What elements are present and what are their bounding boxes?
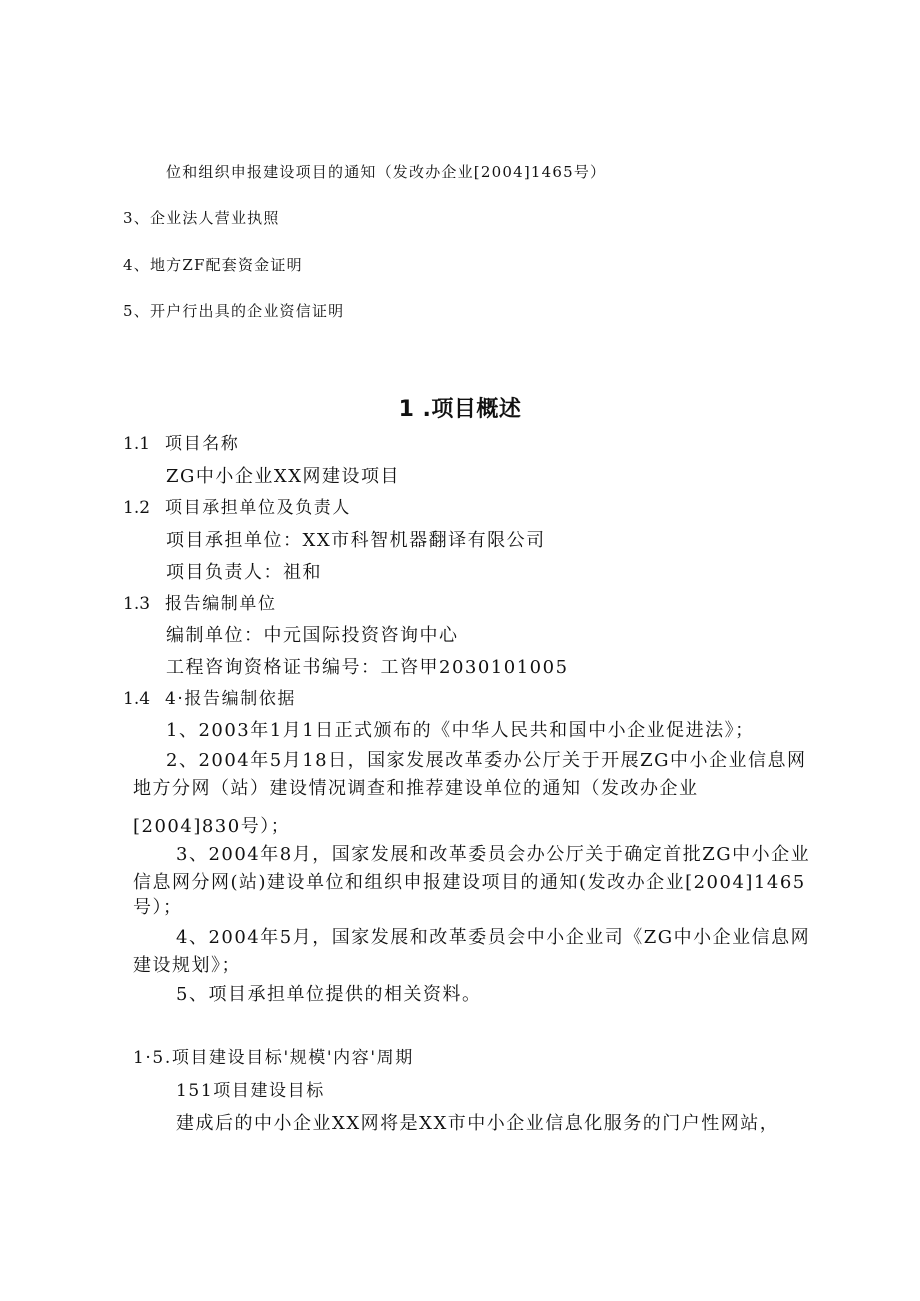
basis-item-3-line-2: 信息网分网(站)建设单位和组织申报建设项目的通知(发改办企业[2004]1465 — [133, 872, 806, 893]
attachment-item-4: 4、地方ZF配套资金证明 — [123, 256, 303, 274]
basis-item-2-line-1: 2、2004年5月18日，国家发展改革委办公厅关于开展ZG中小企业信息网 — [166, 750, 807, 771]
section-1-5-heading: 1·5.项目建设目标'规模'内容'周期 — [133, 1048, 414, 1068]
project-name: ZG中小企业XX网建设项目 — [166, 466, 401, 487]
basis-item-4-line-2: 建设规划》； — [133, 955, 241, 976]
section-1-4-heading — [123, 691, 296, 708]
project-undertaking-unit: 项目承担单位：XX市科智机器翻译有限公司 — [166, 530, 546, 551]
section-number: 1.3 — [123, 594, 151, 614]
subsection-1-5-1-heading: 151项目建设目标 — [176, 1081, 325, 1101]
basis-item-4-line-1: 4、2004年5月，国家发展和改革委员会中小企业司《ZG中小企业信息网 — [176, 927, 811, 948]
basis-item-5: 5、项目承担单位提供的相关资料。 — [176, 984, 482, 1005]
body-paragraph: 建成后的中小企业XX网将是XX市中小企业信息化服务的门户性网站， — [176, 1113, 780, 1134]
section-title: 项目承担单位及负责人 — [165, 498, 351, 518]
section-number: 1.1 — [123, 434, 151, 454]
basis-item-2-line-3: [2004]830号）； — [133, 816, 291, 837]
section-title: 报告编制单位 — [165, 594, 277, 614]
attachment-continuation-line: 位和组织申报建设项目的通知（发改办企业[2004]1465号） — [166, 163, 607, 181]
chapter-title: 1 .项目概述 — [398, 397, 522, 422]
basis-item-3-line-1: 3、2004年8月，国家发展和改革委员会办公厅关于确定首批ZG中小企业 — [176, 844, 811, 865]
section-number: 1.4 — [123, 689, 151, 709]
report-compiling-unit: 编制单位：中元国际投资咨询中心 — [166, 625, 459, 646]
attachment-item-3: 3、企业法人营业执照 — [123, 209, 280, 227]
qualification-certificate-number: 工程咨询资格证书编号：工咨甲2030101005 — [166, 657, 569, 678]
section-title: 4·报告编制依据 — [165, 689, 297, 709]
section-title: 项目名称 — [165, 434, 240, 454]
project-leader: 项目负责人：祖和 — [166, 562, 322, 583]
section-number: 1.2 — [123, 498, 151, 518]
section-1-2-heading — [123, 500, 351, 517]
basis-item-2-line-2: 地方分网（站）建设情况调查和推荐建设单位的通知（发改办企业 — [133, 778, 699, 799]
attachment-item-5: 5、开户行出具的企业资信证明 — [123, 302, 345, 320]
basis-item-1: 1、2003年1月1日正式颁布的《中华人民共和国中小企业促进法》； — [166, 720, 755, 741]
section-1-1-heading — [123, 436, 239, 453]
basis-item-3-line-3: 号）； — [133, 897, 183, 918]
section-1-3-heading — [123, 596, 277, 613]
